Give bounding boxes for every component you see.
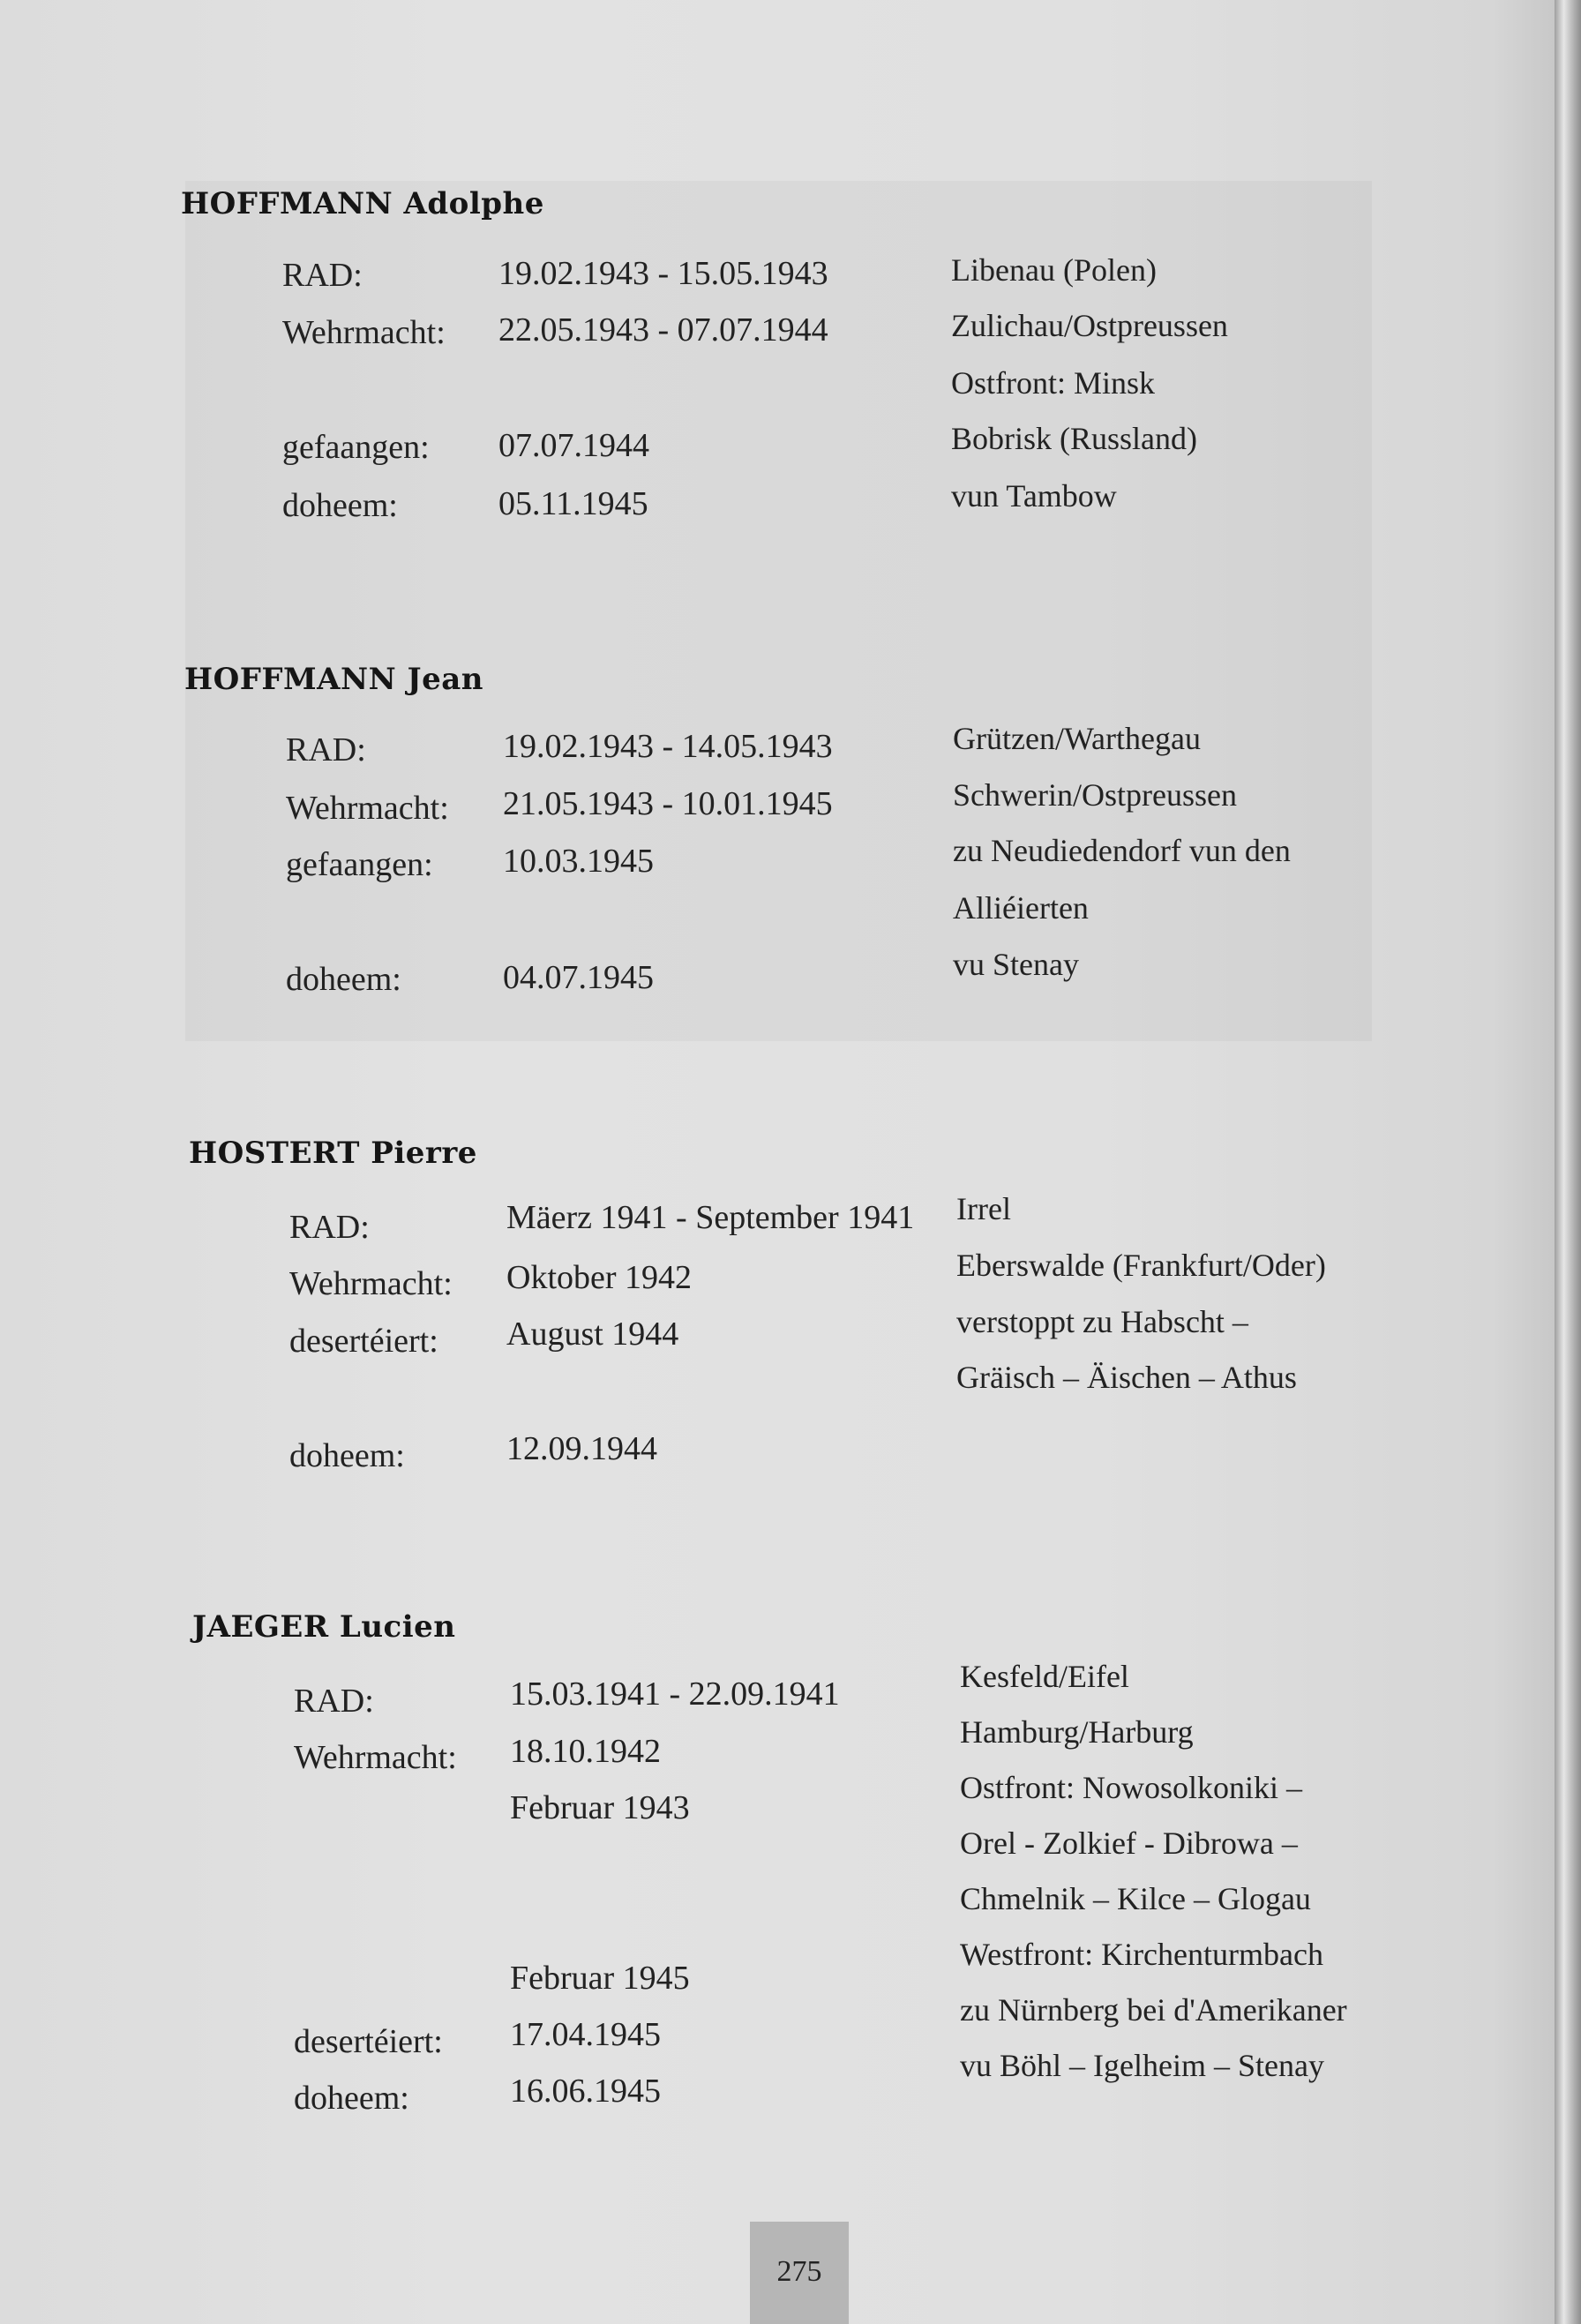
entry-date: 15.03.1941 - 22.09.1941 <box>510 1676 840 1713</box>
entry-place: zu Nürnberg bei d'Amerikaner <box>960 1992 1347 2028</box>
entry-label: doheem: <box>282 487 398 524</box>
entry-name: HOFFMANN Adolphe <box>181 186 544 221</box>
entry-date: 16.06.1945 <box>510 2073 661 2110</box>
entry-label: desertéiert: <box>289 1323 438 1360</box>
entry-label: Wehrmacht: <box>294 1739 457 1776</box>
entry-label: gefaangen: <box>282 429 430 466</box>
entry-label: RAD: <box>286 731 366 768</box>
entry-label: doheem: <box>294 2080 409 2117</box>
entry-date: Februar 1943 <box>510 1789 690 1826</box>
entry-label: RAD: <box>289 1209 370 1246</box>
entry-date: 12.09.1944 <box>506 1430 657 1467</box>
entry-place: Zulichau/Ostpreussen <box>951 308 1228 343</box>
entry-place: Libenau (Polen) <box>951 252 1157 288</box>
entry-place: Gräisch – Äischen – Athus <box>956 1360 1297 1395</box>
entry-label: Wehrmacht: <box>282 314 446 351</box>
entry-name: HOFFMANN Jean <box>184 662 483 697</box>
book-spine-edge <box>1555 0 1581 2324</box>
entry-name: HOSTERT Pierre <box>189 1136 477 1171</box>
entry-date: 17.04.1945 <box>510 2016 661 2053</box>
entry-date: 10.03.1945 <box>503 843 654 880</box>
entry-place: verstoppt zu Habscht – <box>956 1304 1248 1339</box>
entry-label: desertéiert: <box>294 2023 443 2060</box>
entry-place: Eberswalde (Frankfurt/Oder) <box>956 1248 1326 1283</box>
entry-date: 21.05.1943 - 10.01.1945 <box>503 785 833 822</box>
entry-place: Westfront: Kirchenturmbach <box>960 1937 1323 1972</box>
entry-date: 19.02.1943 - 14.05.1943 <box>503 728 833 765</box>
entry-place: zu Neudiedendorf vun den <box>953 833 1291 868</box>
entry-date: 07.07.1944 <box>498 427 649 464</box>
entry-label: RAD: <box>282 257 363 294</box>
entry-label: Wehrmacht: <box>286 790 449 827</box>
entry-date: Mäerz 1941 - September 1941 <box>506 1199 915 1236</box>
entry-name: JAEGER Lucien <box>192 1609 456 1645</box>
entry-label: doheem: <box>289 1437 405 1474</box>
entry-place: Orel - Zolkief - Dibrowa – <box>960 1825 1298 1861</box>
page-number: 275 <box>776 2255 822 2288</box>
entry-date: Oktober 1942 <box>506 1259 693 1296</box>
entry-place: Bobrisk (Russland) <box>951 421 1197 456</box>
entry-place: Ostfront: Nowosolkoniki – <box>960 1770 1303 1805</box>
entry-date: 05.11.1945 <box>498 485 648 522</box>
entry-place: Kesfeld/Eifel <box>960 1659 1129 1694</box>
entry-place: Chmelnik – Kilce – Glogau <box>960 1881 1311 1916</box>
entry-place: Irrel <box>956 1191 1011 1226</box>
entry-label: doheem: <box>286 961 401 998</box>
entry-date: 04.07.1945 <box>503 959 654 996</box>
entry-place: Hamburg/Harburg <box>960 1714 1194 1750</box>
entry-date: August 1944 <box>506 1316 679 1353</box>
entry-place: vu Stenay <box>953 947 1079 982</box>
entry-label: RAD: <box>294 1683 374 1720</box>
entry-place: vu Böhl – Igelheim – Stenay <box>960 2048 1324 2083</box>
entry-label: gefaangen: <box>286 846 433 883</box>
entry-date: Februar 1945 <box>510 1960 690 1997</box>
entry-label: Wehrmacht: <box>289 1265 453 1302</box>
entry-place: Schwerin/Ostpreussen <box>953 777 1237 813</box>
entry-date: 19.02.1943 - 15.05.1943 <box>498 255 828 292</box>
entry-place: vun Tambow <box>951 478 1117 514</box>
entry-place: Ostfront: Minsk <box>951 365 1156 401</box>
entry-date: 18.10.1942 <box>510 1733 661 1770</box>
entry-place: Grützen/Warthegau <box>953 721 1201 756</box>
entry-place: Alliéierten <box>953 890 1089 926</box>
entry-date: 22.05.1943 - 07.07.1944 <box>498 311 828 349</box>
